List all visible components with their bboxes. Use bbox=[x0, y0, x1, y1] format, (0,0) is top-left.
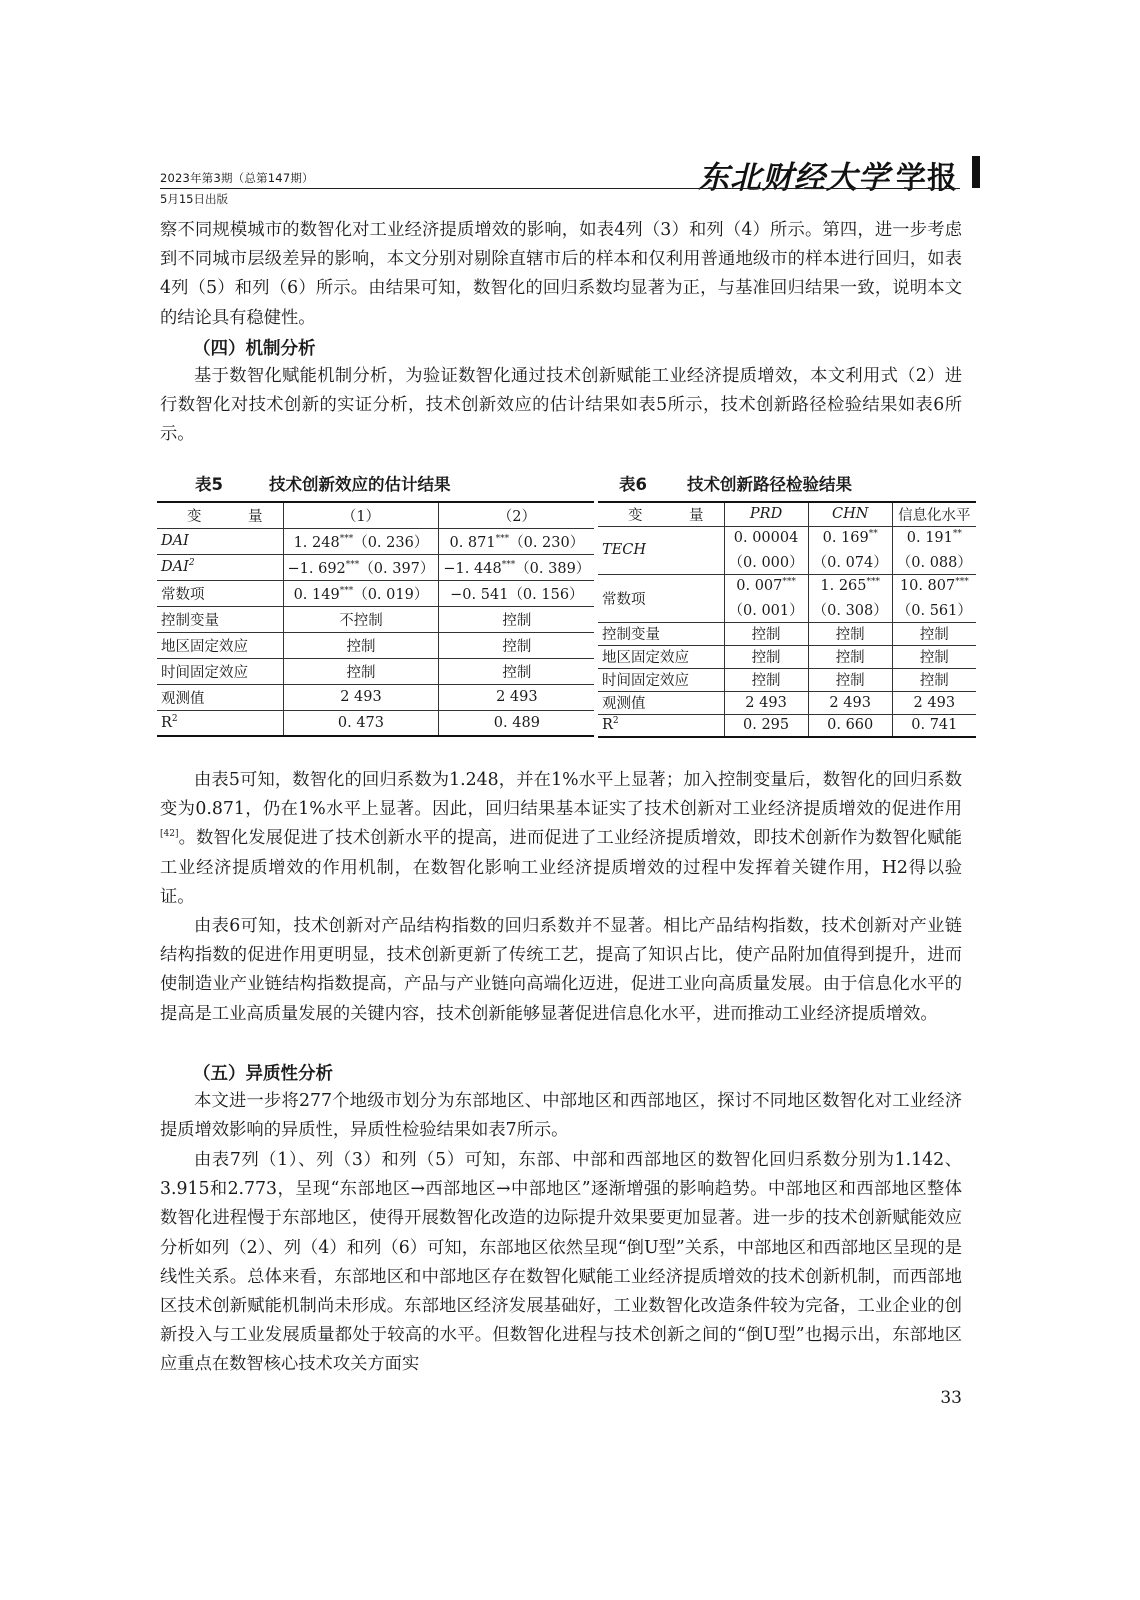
significance-stars: *** bbox=[501, 559, 516, 570]
constant-coefficient-cell bbox=[808, 574, 892, 598]
table6-label-text: 地区固定效应 bbox=[602, 650, 689, 666]
table6-cell: 控制 bbox=[808, 668, 892, 691]
paragraph-table7-discussion: 由表7列（1）、列（3）和列（5）可知，东部、中部和西部地区的数智化回归系数分别为1.142、3.915和2.773，呈现“东部地区→西部地区→中部地区”逐渐增强的影响趋势。中部地区和西部地区整体数智化进程慢于东部地区，使得开展数智化改造的边际提升效果要更加显著。进一步的技术创新赋能效应分析如列（2）、列（4）和列（6）可知，东部地区依然呈现“倒U型”关系，中部地区和西部地区呈现的是线性关系。总体来看，东部地区和中部地区存在数智化赋能工业经济提质增效的技术创新机制，而西部地区技术创新赋能机制尚未形成。东部地区经济发展基础好，工业数智化改造条件较为完备，工业企业的创新投入与工业发展质量都处于较高的水平。但数智化进程与技术创新之间的“倒U型”也揭示出，东部地区应重点在数智核心技术攻关方面实 bbox=[160, 1150, 962, 1375]
standard-error: （0. 156） bbox=[508, 586, 584, 603]
table6-cell: 0. 741 bbox=[892, 714, 976, 737]
table6-cell: 控制 bbox=[724, 668, 808, 691]
table5-cell bbox=[283, 658, 439, 684]
significance-stars: ** bbox=[868, 529, 878, 540]
coefficient-value: 不控制 bbox=[339, 612, 383, 629]
table6-row bbox=[598, 714, 976, 737]
table5-row bbox=[157, 528, 594, 554]
table6-cell: 控制 bbox=[892, 645, 976, 668]
tech-coefficient-cell bbox=[808, 526, 892, 550]
constant-coefficient-cell bbox=[892, 574, 976, 598]
table5-label-text: 地区固定效应 bbox=[161, 638, 248, 655]
table5-cell bbox=[283, 554, 439, 580]
paragraph-table6-discussion: 由表6可知，技术创新对产品结构指数的回归系数并不显著。相比产品结构指数，技术创新对产业链结构指数的促进作用更明显，技术创新更新了传统工艺，提高了知识占比，使产品附加值得到提升，进而使制造业产业链结构指数提高，产品与产业链向高端化迈进，促进工业向高质量发展。由于信息化水平的提高是工业高质量发展的关键内容，技术创新能够显著促进信息化水平，进而推动工业经济提质增效。 bbox=[160, 916, 962, 1024]
significance-stars: *** bbox=[955, 577, 969, 588]
table6-row bbox=[598, 691, 976, 714]
table5-label-text: 控制变量 bbox=[161, 612, 219, 629]
coefficient-value: 1. 248 bbox=[293, 534, 340, 551]
section-heading-mechanism: （四）机制分析 bbox=[193, 339, 316, 359]
publish-date: 5月15日出版 bbox=[160, 192, 228, 206]
constant-standard-error-cell: （0. 308） bbox=[808, 598, 892, 622]
table5-row-label bbox=[157, 606, 283, 632]
coefficient-value: −0. 541 bbox=[450, 586, 509, 603]
table5-label-text: 观测值 bbox=[161, 690, 205, 707]
table6-label-text: 控制变量 bbox=[602, 627, 660, 643]
table5-row-label bbox=[157, 684, 283, 710]
table5-row bbox=[157, 554, 594, 580]
header-rule bbox=[160, 188, 960, 189]
table5-row-label bbox=[157, 658, 283, 684]
table5-row bbox=[157, 580, 594, 606]
table6-caption bbox=[619, 471, 852, 495]
table5-label-text: R bbox=[161, 714, 172, 731]
table6-row-label: TECH bbox=[598, 526, 724, 574]
table6-number: 表6 bbox=[619, 475, 647, 494]
table6-row-label bbox=[598, 645, 724, 668]
table5-cell bbox=[283, 528, 439, 554]
table6-row bbox=[598, 645, 976, 668]
journal-title bbox=[698, 152, 958, 197]
coefficient-value: −1. 448 bbox=[443, 560, 502, 577]
tech-standard-error-cell: （0. 088） bbox=[892, 550, 976, 574]
table5-number: 表5 bbox=[195, 475, 223, 494]
paragraph-table5-discussion: 由表5可知，数智化的回归系数为1.248，并在1%水平上显著；加入控制变量后，数智化的回归系数变为0.871，仍在1%水平上显著。因此，回归结果基本证实了技术创新对工业经济提质增效的促进作用[42]。数智化发展促进了技术创新水平的提高，进而促进了工业经济提质增效，即技术创新作为数智化赋能工业经济提质增效的作用机制，在数智化影响工业经济提质增效的过程中发挥着关键作用，H2得以验证。 bbox=[160, 770, 962, 907]
table5-cell bbox=[439, 606, 594, 632]
coefficient-value: 控制 bbox=[502, 612, 532, 629]
coefficient-value: 2 493 bbox=[340, 689, 382, 705]
table5-cell bbox=[439, 658, 594, 684]
table5-cell bbox=[283, 684, 439, 710]
table5-label-sup: 2 bbox=[188, 558, 195, 569]
coefficient-value: 0. 473 bbox=[337, 714, 385, 731]
significance-stars: ** bbox=[952, 529, 962, 540]
table5-row bbox=[157, 710, 594, 736]
table5-row bbox=[157, 606, 594, 632]
coefficient-value: 2 493 bbox=[496, 689, 538, 705]
coefficient-value: 0. 489 bbox=[493, 714, 540, 731]
table5-header-row bbox=[157, 502, 594, 528]
journal-title-bar bbox=[972, 156, 980, 188]
table6-title: 技术创新路径检验结果 bbox=[686, 475, 852, 494]
table5-header-cell: （1） bbox=[283, 502, 439, 528]
standard-error: （0. 389） bbox=[515, 560, 591, 577]
table6-cell: 控制 bbox=[808, 622, 892, 645]
coefficient-value: 控制 bbox=[346, 664, 376, 681]
table5-header-cell: 变 量 bbox=[157, 502, 283, 528]
significance-stars: *** bbox=[345, 559, 360, 570]
table6-row bbox=[598, 622, 976, 645]
table5-label-sup: 2 bbox=[171, 713, 178, 724]
table6-cell: 控制 bbox=[724, 622, 808, 645]
table6-label-text: 时间固定效应 bbox=[602, 673, 689, 689]
table5-row-label bbox=[157, 632, 283, 658]
paragraph-robustness: 察不同规模城市的数智化对工业经济提质增效的影响，如表4列（3）和列（4）所示。第四，进一步考虑到不同城市层级差异的影响，本文分别对剔除直辖市后的样本和仅利用普通地级市的样本进行回归，如表4列（5）和列（6）所示。由结果可知，数智化的回归系数均显著为正，与基准回归结果一致，说明本文的结论具有稳健性。 bbox=[160, 220, 962, 328]
constant-coefficient-cell bbox=[724, 574, 808, 598]
constant-standard-error-cell: （0. 001） bbox=[724, 598, 808, 622]
table6-label-sup: 2 bbox=[612, 716, 619, 727]
table6-label-text: 观测值 bbox=[602, 696, 646, 712]
tech-standard-error-cell: （0. 000） bbox=[724, 550, 808, 574]
significance-stars: *** bbox=[339, 533, 354, 544]
paragraph-heterogeneity-intro: 本文进一步将277个地级市划分为东部地区、中部地区和西部地区，探讨不同地区数智化对工业经济提质增效影响的异质性，异质性检验结果如表7所示。 bbox=[160, 1091, 962, 1141]
table6-header-row bbox=[598, 502, 976, 526]
table5-cell bbox=[283, 710, 439, 736]
table6-header-cell: PRD bbox=[724, 502, 808, 526]
table6-row-label bbox=[598, 714, 724, 737]
table5-row-label bbox=[157, 710, 283, 736]
tech-standard-error-cell: （0. 074） bbox=[808, 550, 892, 574]
table5-label-text: 时间固定效应 bbox=[161, 664, 248, 681]
journal-title-main: 东北财经大学 bbox=[698, 160, 890, 196]
citation-ref: [42] bbox=[160, 829, 179, 840]
table5-cell bbox=[439, 710, 594, 736]
coefficient-value: 0. 149 bbox=[293, 586, 340, 603]
table6-cell: 控制 bbox=[808, 645, 892, 668]
table5-cell bbox=[439, 554, 594, 580]
coefficient-value: 0. 169 bbox=[822, 530, 869, 547]
table6-row-label bbox=[598, 622, 724, 645]
table5-cell bbox=[439, 528, 594, 554]
coefficient-value: 控制 bbox=[346, 638, 376, 655]
table6-cell: 控制 bbox=[892, 622, 976, 645]
coefficient-value: 0. 191 bbox=[906, 530, 953, 547]
coefficient-value: 1. 265 bbox=[820, 578, 867, 595]
table5-label-text: DAI bbox=[161, 559, 189, 575]
table5-cell bbox=[439, 580, 594, 606]
tech-coefficient-cell bbox=[892, 526, 976, 550]
table6-row-label bbox=[598, 668, 724, 691]
coefficient-value: 0. 007 bbox=[736, 578, 783, 595]
table5-label-text: DAI bbox=[161, 533, 189, 549]
table5-cell bbox=[283, 580, 439, 606]
standard-error: （0. 230） bbox=[509, 534, 585, 551]
constant-standard-error-cell: （0. 561） bbox=[892, 598, 976, 622]
table6-header-cell: CHN bbox=[808, 502, 892, 526]
table5-row bbox=[157, 684, 594, 710]
standard-error: （0. 397） bbox=[359, 560, 435, 577]
table6-row bbox=[598, 668, 976, 691]
section-heading-heterogeneity: （五）异质性分析 bbox=[193, 1064, 333, 1084]
table6-cell: 0. 295 bbox=[724, 714, 808, 737]
table6-row bbox=[598, 526, 976, 550]
table6-label-text: R bbox=[602, 717, 613, 734]
table6-cell: 2 493 bbox=[808, 691, 892, 714]
issue-info: 2023年第3期（总第147期） bbox=[160, 171, 314, 185]
page-number: 33 bbox=[940, 1388, 962, 1408]
table5-cell bbox=[439, 632, 594, 658]
table6-cell: 2 493 bbox=[892, 691, 976, 714]
table6-cell: 2 493 bbox=[724, 691, 808, 714]
coefficient-value: 0. 871 bbox=[449, 534, 496, 551]
table5-row-label bbox=[157, 528, 283, 554]
coefficient-value: 0. 00004 bbox=[733, 530, 799, 547]
journal-title-sub: 学报 bbox=[896, 161, 958, 196]
table6-cell: 控制 bbox=[724, 645, 808, 668]
significance-stars: *** bbox=[339, 585, 354, 596]
table5-row bbox=[157, 632, 594, 658]
significance-stars: *** bbox=[866, 577, 880, 588]
table6-cell: 控制 bbox=[892, 668, 976, 691]
coefficient-value: 10. 807 bbox=[899, 578, 956, 595]
table6-row-label: 常数项 bbox=[598, 574, 724, 622]
standard-error: （0. 019） bbox=[353, 586, 429, 603]
table5-caption bbox=[195, 471, 450, 495]
table5-cell bbox=[439, 684, 594, 710]
table5-title: 技术创新效应的估计结果 bbox=[268, 475, 451, 494]
table5-row-label bbox=[157, 580, 283, 606]
table6 bbox=[598, 501, 976, 738]
standard-error: （0. 236） bbox=[353, 534, 429, 551]
significance-stars: *** bbox=[495, 533, 510, 544]
coefficient-value: −1. 692 bbox=[287, 560, 346, 577]
table5-header-cell: （2） bbox=[439, 502, 594, 528]
table6-row bbox=[598, 574, 976, 598]
table5-label-text: 常数项 bbox=[161, 586, 205, 603]
table6-cell: 0. 660 bbox=[808, 714, 892, 737]
significance-stars: *** bbox=[782, 577, 796, 588]
table6-row-label bbox=[598, 691, 724, 714]
coefficient-value: 控制 bbox=[502, 664, 532, 681]
table5-cell bbox=[283, 632, 439, 658]
coefficient-value: 控制 bbox=[502, 638, 532, 655]
table6-header-cell: 信息化水平 bbox=[892, 502, 976, 526]
table5-row-label bbox=[157, 554, 283, 580]
table6-header-cell: 变 量 bbox=[598, 502, 724, 526]
table5 bbox=[157, 501, 594, 737]
tech-coefficient-cell bbox=[724, 526, 808, 550]
table5-cell bbox=[283, 606, 439, 632]
table5-row bbox=[157, 658, 594, 684]
paragraph-mechanism-intro: 基于数智化赋能机制分析，为验证数智化通过技术创新赋能工业经济提质增效，本文利用式（2）进行数智化对技术创新的实证分析，技术创新效应的估计结果如表5所示，技术创新路径检验结果如表6所示。 bbox=[160, 366, 962, 445]
